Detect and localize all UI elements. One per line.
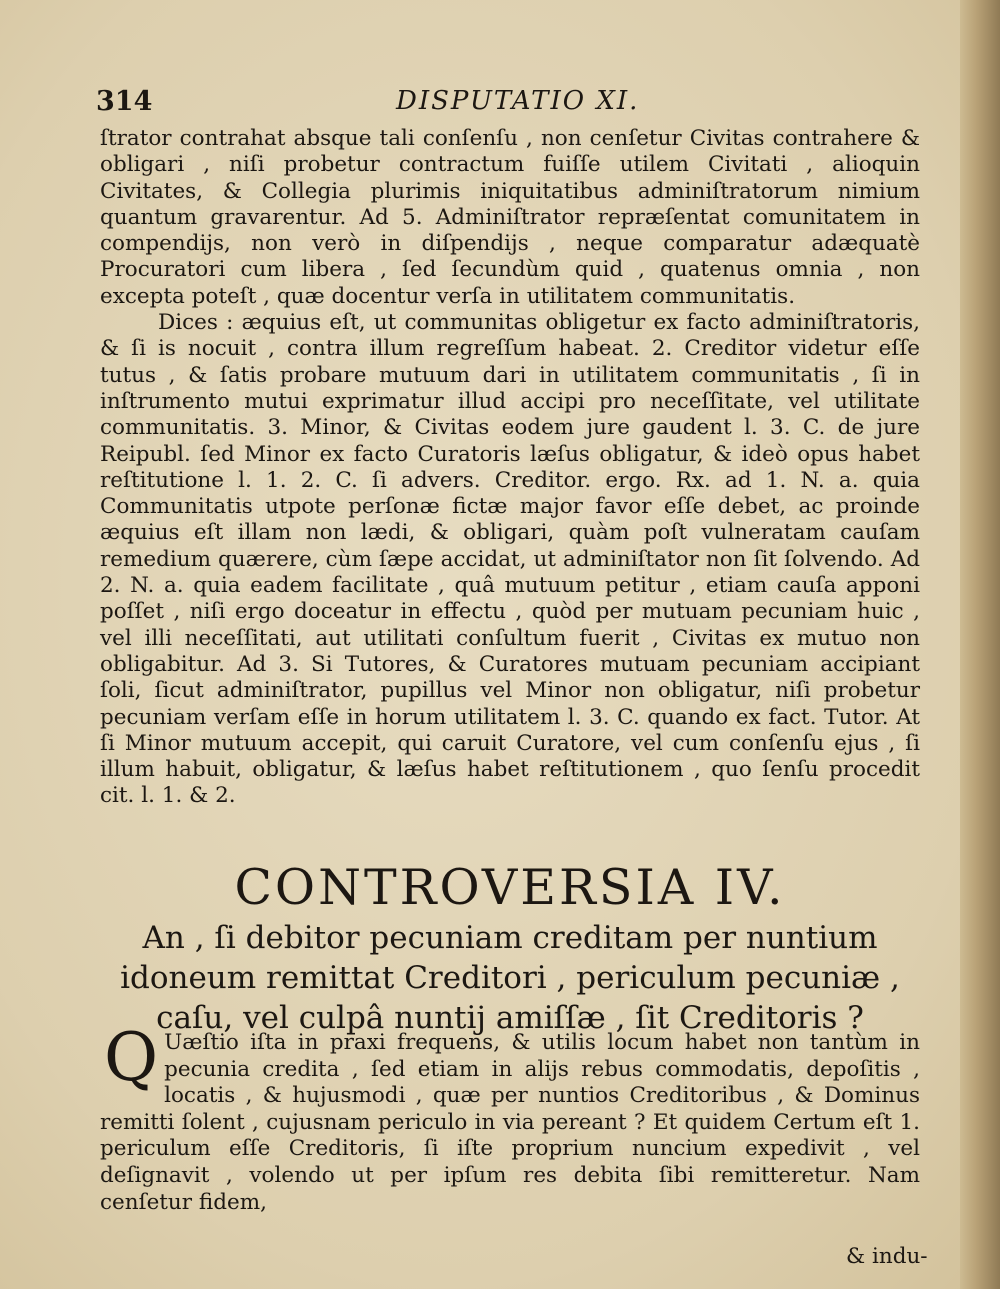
drop-cap: Q	[104, 1019, 159, 1096]
running-title: DISPUTATIO XI.	[396, 86, 640, 116]
paragraph: ſtrator contrahat absque tali conſenſu , non cenſetur Civitas contrahere & obligari , niſi probetur contractum fuiſſe utilem Civitati , alioquin Civitates, & Collegia plurimis iniquitatibus adminiſtratorum nimium quantum gravarentur. Ad 5. Adminiſtrator repræſentat comunitatem in compendijs, non verò in diſpendijs , neque comparatur adæquatè Procuratori cum libera , ſed ſecundùm quid , quatenus omnia , non excepta poteſt , quæ docentur verſa in utilitatem communitatis.	[100, 126, 920, 309]
page-gutter-shadow	[960, 0, 1000, 1289]
section-question: An , ſi debitor pecuniam creditam per nuntium idoneum remittat Creditori , periculum pecuniæ , caſu, vel culpâ nuntij amiſſæ , ſit Creditoris ?	[120, 920, 900, 1036]
page-header	[96, 86, 876, 126]
paragraph: Dices : æquius eſt, ut communitas obligetur ex facto adminiſtratoris, & ſi is nocuit , contra illum regreſſum habeat. 2. Creditor videtur eſſe tutus , & ſatis probare mutuum dari in utilitatem communitatis , ſi in inſtrumento mutui exprimatur illud accipi pro neceſſitate, vel utilitate communitatis. 3. Minor, & Civitas eodem jure gaudent l. 3. C. de jure Reipubl. ſed Minor ex facto Curatoris læſus obligatur, & ideò opus habet reſtitutione l. 1. 2. C. ſi advers. Creditor. ergo. Rx. ad 1. N. a. quia Communitatis utpote perſonæ fictæ major favor eſſe debet, ac proinde æquius eſt illam non lædi, & obligari, quàm poſt vulneratam cauſam remedium quærere, cùm ſæpe accidat, ut adminiſtator non ſit ſolvendo. Ad 2. N. a. quia eadem facilitate , quâ mutuum petitur , etiam cauſa apponi poſſet , niſi ergo doceatur in effectu , quòd per mutuam pecuniam huic , vel illi neceſſitati, aut utilitati conſultum fuerit , Civitas ex mutuo non obligabitur. Ad 3. Si Tutores, & Curatores mutuam pecuniam accipiant ſoli, ſicut adminiſtrator, pupillus vel Minor non obligatur, niſi probetur pecuniam verſam eſſe in horum utilitatem l. 3. C. quando ex fact. Tutor. At ſi Minor mutuum accepit, qui caruit Curatore, vel cum conſenſu ejus , ſi illum habuit, obligatur, & læſus habet reſtitutionem , quo ſenſu procedit cit. l. 1. & 2.	[100, 310, 920, 809]
catchword: & indu-	[846, 1244, 928, 1269]
main-text	[100, 126, 920, 810]
section-heading: CONTROVERSIA IV.	[234, 859, 786, 916]
answer-paragraph	[100, 1019, 920, 1216]
page-number: 314	[96, 86, 153, 117]
answer-text: Uæſtio iſta in praxi frequens, & utilis locum habet non tantùm in pecunia credita , ſed etiam in alijs rebus commodatis, depoſitis , locatis , & hujusmodi , quæ per nuntios Creditoribus , & Dominus remitti ſolent , cujusnam periculo in via pereant ? Et quidem Certum eſt 1. periculum eſſe Creditoris, ſi iſte proprium nuncium expedivit , vel deſignavit , volendo ut per ipſum res debita ſibi remitteretur. Nam cenſetur fidem,	[100, 1030, 920, 1215]
